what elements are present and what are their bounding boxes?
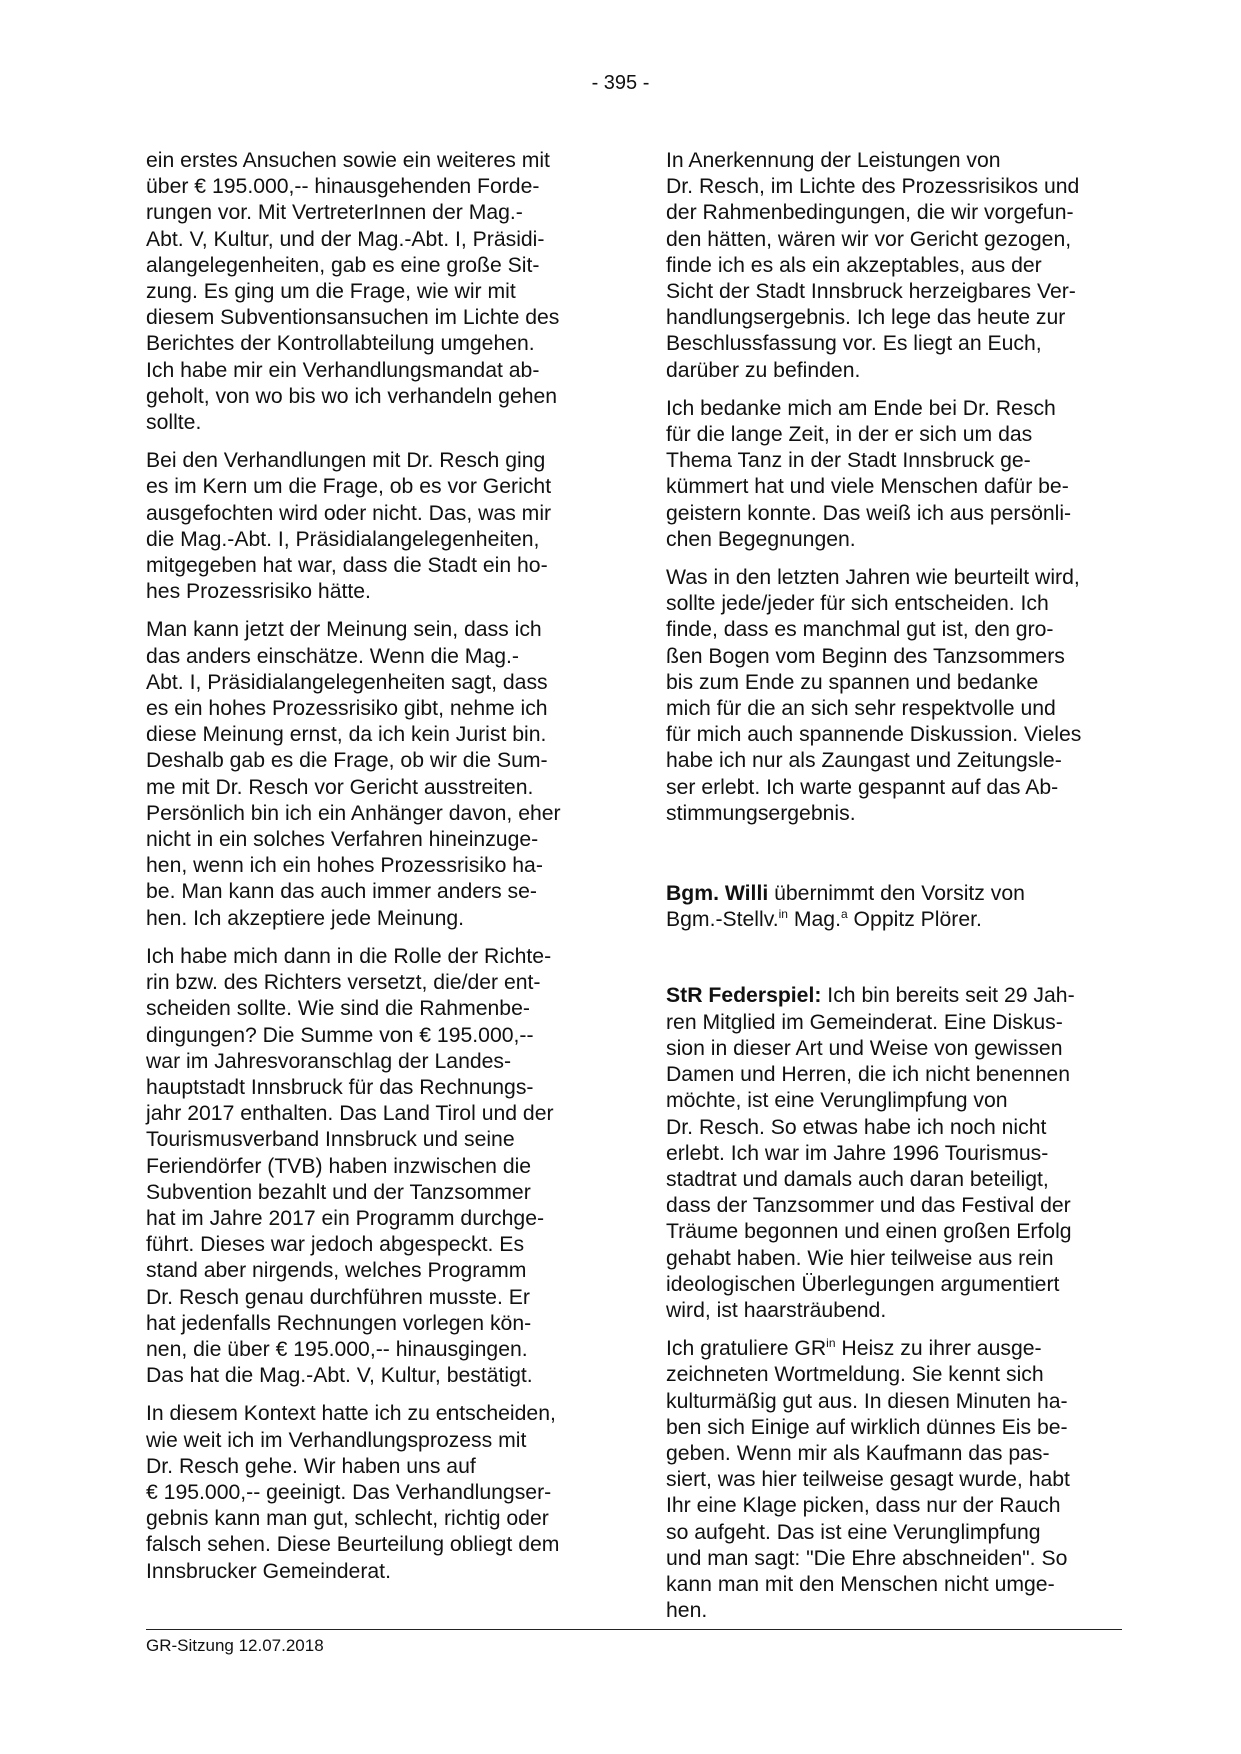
text-line: ben sich Einige auf wirklich dünnes Eis be- — [666, 1415, 1068, 1439]
text-line: Ich habe mir ein Verhandlungsmandat ab- — [146, 358, 540, 382]
text-line: darüber zu befinden. — [666, 358, 861, 382]
text-line: chen Begegnungen. — [666, 527, 856, 551]
text-line: wie weit ich im Verhandlungsprozess mit — [146, 1428, 527, 1452]
text-line: Ihr eine Klage picken, dass nur der Rauch — [666, 1494, 1061, 1518]
paragraph — [146, 617, 594, 931]
text-line: Damen und Herren, die ich nicht benennen — [666, 1063, 1071, 1087]
text-line: Abt. I, Präsidialangelegenheiten sagt, dass — [146, 670, 548, 694]
text-line: für mich auch spannende Diskussion. Vieles — [666, 723, 1082, 747]
text-line: hen, wenn ich ein hohes Prozessrisiko ha- — [146, 854, 543, 878]
text-line: sollte. — [146, 411, 202, 435]
text-line: Dr. Resch, im Lichte des Prozessrisikos und — [666, 175, 1080, 199]
text-line: war im Jahresvoranschlag der Landes- — [146, 1049, 512, 1073]
text-line: Ich bedanke mich am Ende bei Dr. Resch — [666, 396, 1056, 420]
speech-federspiel-continued: Ich gratuliere $GR^{in}$ Heisz zu ihrer ausge- zeichneten Wortmeldung. Sie kennt sich kulturmäßig gut aus. In diesen Minuten ha- ben sich Einige auf wirklich dünnes Eis be- geben. Wenn mir als Kaufmann das pas- siert, was hier teilweise gesagt wurde, habt Ihr eine Klage picken, dass nur der Rauch so aufgeht. Das ist eine Verunglimpfung und man sagt: "Die Ehre abschneiden". So kann man mit den Menschen nicht umge- hen. — [666, 1336, 1122, 1624]
text-line: es im Kern um die Frage, ob es vor Gericht — [146, 475, 552, 499]
text-line: scheiden sollte. Wie sind die Rahmenbe- — [146, 997, 530, 1021]
text-line: Persönlich bin ich ein Anhänger davon, eher — [146, 801, 561, 825]
paragraph — [146, 1401, 594, 1584]
text-line: me mit Dr. Resch vor Gericht ausstreiten. — [146, 775, 534, 799]
text-line: erlebt. Ich war im Jahre 1996 Tourismus- — [666, 1141, 1049, 1165]
text-line: ausgefochten wird oder nicht. Das, was mir — [146, 501, 552, 525]
text-line: führt. Dieses war jedoch abgespeckt. Es — [146, 1233, 525, 1257]
text-line: kann man mit den Menschen nicht umge- — [666, 1572, 1055, 1596]
text-line: möchte, ist eine Verunglimpfung von — [666, 1089, 1008, 1113]
paragraph — [146, 944, 594, 1389]
paragraph — [666, 565, 1122, 827]
text-line: stand aber nirgends, welches Programm — [146, 1259, 527, 1283]
right-column — [666, 148, 1122, 1636]
chair-change-note: Bgm. Willi übernimmt den Vorsitz von Bgm.-Stellv.$^{in}$ Mag.$^a$ Oppitz Plörer. — [666, 882, 1025, 932]
text-line: finde, dass es manchmal gut ist, den gro- — [666, 618, 1054, 642]
text-line: ren Mitglied im Gemeinderat. Eine Diskus- — [666, 1010, 1063, 1034]
text-line: die Mag.-Abt. I, Präsidialangelegenheiten, — [146, 527, 540, 551]
text-line: falsch sehen. Diese Beurteilung obliegt dem — [146, 1533, 560, 1557]
text-line: sion in dieser Art und Weise von gewissen — [666, 1036, 1063, 1060]
text-line: ser erlebt. Ich warte gespannt auf das Ab- — [666, 775, 1059, 799]
text-line: stadtrat und damals auch daran beteiligt, — [666, 1167, 1049, 1191]
text-line: Was in den letzten Jahren wie beurteilt wird, — [666, 566, 1080, 590]
text-line: dingungen? Die Summe von € 195.000,-- — [146, 1023, 534, 1047]
text-line: nicht in ein solches Verfahren hineinzuge- — [146, 828, 539, 852]
text-line: Thema Tanz in der Stadt Innsbruck ge- — [666, 449, 1031, 473]
text-line: das anders einschätze. Wenn die Mag.- — [146, 644, 519, 668]
text-line: geistern konnte. Das weiß ich aus persönli- — [666, 501, 1072, 525]
text-line: Man kann jetzt der Meinung sein, dass ich — [146, 618, 542, 642]
text-line: handlungsergebnis. Ich lege das heute zur — [666, 306, 1066, 330]
text-line: Subvention bezahlt und der Tanzsommer — [146, 1180, 531, 1204]
text-line: habe ich nur als Zaungast und Zeitungsle- — [666, 749, 1062, 773]
text-line: und man sagt: "Die Ehre abschneiden". So — [666, 1546, 1068, 1570]
text-line: In diesem Kontext hatte ich zu entscheiden, — [146, 1402, 556, 1426]
text-line: hauptstadt Innsbruck für das Rechnungs- — [146, 1075, 534, 1099]
text-line: sollte jede/jeder für sich entscheiden. Ich — [666, 592, 1049, 616]
footer-text: GR-Sitzung 12.07.2018 — [146, 1636, 324, 1655]
text-line: gehabt haben. Wie hier teilweise aus rein — [666, 1246, 1054, 1270]
text-line: Ich habe mich dann in die Rolle der Richte- — [146, 944, 552, 968]
text-line: Dr. Resch. So etwas habe ich noch nicht — [666, 1115, 1047, 1139]
text-line: Feriendörfer (TVB) haben inzwischen die — [146, 1154, 532, 1178]
text-line: über € 195.000,-- hinausgehenden Forde- — [146, 175, 540, 199]
text-line: rungen vor. Mit VertreterInnen der Mag.- — [146, 201, 523, 225]
text-line: für die lange Zeit, in der er sich um das — [666, 423, 1033, 447]
paragraph — [146, 148, 594, 436]
speaker-name: StR Federspiel: — [666, 984, 822, 1008]
text-line: hes Prozessrisiko hätte. — [146, 580, 371, 604]
text-line: Bei den Verhandlungen mit Dr. Resch ging — [146, 449, 546, 473]
text-line: hat im Jahre 2017 ein Programm durchge- — [146, 1206, 545, 1230]
text-line: Beschlussfassung vor. Es liegt an Euch, — [666, 332, 1042, 356]
text-line: diese Meinung ernst, da ich kein Jurist bin. — [146, 723, 547, 747]
paragraph — [666, 396, 1122, 553]
text-line: rin bzw. des Richters versetzt, die/der ent- — [146, 971, 541, 995]
text-line: den hätten, wären wir vor Gericht gezogen, — [666, 227, 1072, 251]
footer-divider — [146, 1629, 1122, 1630]
text-line: In Anerkennung der Leistungen von — [666, 149, 1001, 172]
text-line: Das hat die Mag.-Abt. V, Kultur, bestätigt. — [146, 1364, 533, 1388]
text-line: kümmert hat und viele Menschen dafür be- — [666, 475, 1069, 499]
text-line: siert, was hier teilweise gesagt wurde, habt — [666, 1468, 1070, 1492]
text-line: der Rahmenbedingungen, die wir vorgefun- — [666, 201, 1074, 225]
left-column — [146, 148, 594, 1597]
text-line: Dr. Resch gehe. Wir haben uns auf — [146, 1454, 476, 1478]
text-line: Deshalb gab es die Frage, ob wir die Sum- — [146, 749, 548, 773]
text-line: alangelegenheiten, gab es eine große Sit- — [146, 253, 540, 277]
text-line: ideologischen Überlegungen argumentiert — [666, 1272, 1060, 1296]
text-line: ein erstes Ansuchen sowie ein weiteres mit — [146, 149, 550, 172]
text-line: Träume begonnen und einen großen Erfolg — [666, 1220, 1072, 1244]
page-number: - 395 - — [591, 72, 650, 94]
paragraph — [146, 448, 594, 605]
text-line: hen. — [666, 1599, 708, 1623]
text-line: Abt. V, Kultur, und der Mag.-Abt. I, Präsidi- — [146, 227, 545, 251]
text-line: es ein hohes Prozessrisiko gibt, nehme ich — [146, 697, 548, 721]
text-line: hen. Ich akzeptiere jede Meinung. — [146, 906, 465, 930]
text-line: gebnis kann man gut, schlecht, richtig oder — [146, 1507, 549, 1531]
text-line: Innsbrucker Gemeinderat. — [146, 1559, 391, 1583]
text-line: be. Man kann das auch immer anders se- — [146, 880, 537, 904]
text-line: Sicht der Stadt Innsbruck herzeigbares Ver- — [666, 280, 1076, 304]
text-line: dass der Tanzsommer und das Festival der — [666, 1194, 1071, 1218]
text-line: hat jedenfalls Rechnungen vorlegen kön- — [146, 1311, 532, 1335]
text-line: ßen Bogen vom Beginn des Tanzsommers — [666, 644, 1065, 668]
text-line: diesem Subventionsansuchen im Lichte des — [146, 306, 560, 330]
text-line: finde ich es als ein akzeptables, aus der — [666, 253, 1042, 277]
text-line: geholt, von wo bis wo ich verhandeln gehen — [146, 384, 558, 408]
text-line: € 195.000,-- geeinigt. Das Verhandlungser- — [146, 1480, 552, 1504]
text-line: so aufgeht. Das ist eine Verunglimpfung — [666, 1520, 1041, 1544]
speaker-name: Bgm. Willi — [666, 882, 769, 906]
paragraph — [666, 148, 1122, 384]
text-line: Berichtes der Kontrollabteilung umgehen. — [146, 332, 535, 356]
text-line: Dr. Resch genau durchführen musste. Er — [146, 1285, 530, 1309]
text-line: bis zum Ende zu spannen und bedanke — [666, 670, 1039, 694]
speech-federspiel: StR Federspiel: Ich bin bereits seit 29 Jah- ren Mitglied im Gemeinderat. Eine Diskus- sion in dieser Art und Weise von gewissen Damen und Herren, die ich nicht benennen möchte, ist eine Verunglimpfung von Dr. Resch. So etwas habe ich noch nicht erlebt. Ich war im Jahre 1996 Tourismus- stadtrat und damals auch daran beteiligt, dass der Tanzsommer und das Festival der Träume begonnen und einen großen Erfolg gehabt haben. Wie hier teilweise aus rein ideologischen Überlegungen argumentiert wird, ist haarsträubend. — [666, 983, 1122, 1324]
text-line: mich für die an sich sehr respektvolle und — [666, 697, 1056, 721]
text-line: zung. Es ging um die Frage, wie wir mit — [146, 280, 516, 304]
text-line: mitgegeben hat war, dass die Stadt ein ho- — [146, 554, 548, 578]
text-line: stimmungsergebnis. — [666, 801, 856, 825]
text-line: geben. Wenn mir als Kaufmann das pas- — [666, 1441, 1050, 1465]
text-line: Tourismusverband Innsbruck und seine — [146, 1128, 515, 1152]
text-line: kulturmäßig gut aus. In diesen Minuten ha- — [666, 1389, 1068, 1413]
text-line: nen, die über € 195.000,-- hinausgingen. — [146, 1337, 528, 1361]
text-line: wird, ist haarsträubend. — [666, 1298, 887, 1322]
text-line: jahr 2017 enthalten. Das Land Tirol und der — [146, 1102, 554, 1126]
text-line: zeichneten Wortmeldung. Sie kennt sich — [666, 1363, 1044, 1387]
